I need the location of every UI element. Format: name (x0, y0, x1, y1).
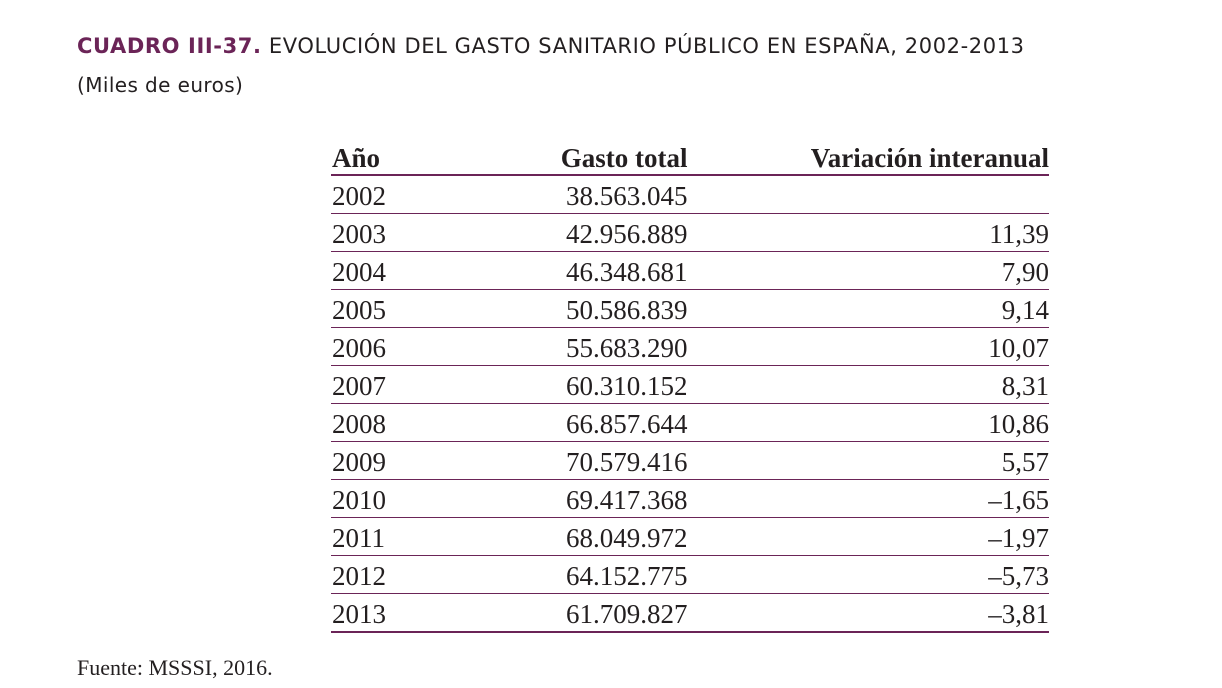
year-cell: 2002 (332, 181, 386, 211)
table-row (331, 594, 1049, 633)
variation-cell: –3,81 (988, 599, 1049, 629)
total-cell: 69.417.368 (566, 485, 688, 515)
table-title-text: EVOLUCIÓN DEL GASTO SANITARIO PÚBLICO EN ESPAÑA, 2002-2013 (268, 34, 1025, 58)
table-row (331, 404, 1049, 442)
total-cell: 38.563.045 (566, 181, 688, 211)
table-row (331, 252, 1049, 290)
header-year: Año (332, 143, 381, 173)
total-cell: 66.857.644 (566, 409, 688, 439)
year-cell: 2009 (332, 447, 386, 477)
table-subtitle: (Miles de euros) (77, 73, 244, 97)
total-cell: 61.709.827 (566, 599, 688, 629)
variation-cell: 8,31 (1001, 371, 1049, 401)
year-cell: 2011 (332, 523, 385, 553)
total-cell: 42.956.889 (566, 219, 688, 249)
table-row (331, 290, 1049, 328)
total-cell: 60.310.152 (566, 371, 688, 401)
expenditure-table (331, 137, 1049, 633)
year-cell: 2003 (332, 219, 386, 249)
table-title (77, 30, 1025, 62)
header-variation: Variación interanual (810, 143, 1049, 173)
variation-cell: 5,57 (1001, 447, 1049, 477)
variation-cell: 9,14 (1001, 295, 1049, 325)
table-row (331, 214, 1049, 252)
header-total: Gasto total (560, 143, 688, 173)
total-cell: 64.152.775 (566, 561, 688, 591)
year-cell: 2007 (332, 371, 386, 401)
year-cell: 2008 (332, 409, 386, 439)
source-note: Fuente: MSSSI, 2016. (77, 655, 273, 680)
table-row (331, 442, 1049, 480)
variation-cell: –1,65 (988, 485, 1049, 515)
table-row (331, 556, 1049, 594)
table-row (331, 366, 1049, 404)
table-body (331, 176, 1049, 633)
variation-cell: –5,73 (988, 561, 1049, 591)
year-cell: 2010 (332, 485, 386, 515)
table-header (331, 137, 1049, 176)
table-code: CUADRO III-37. (77, 34, 262, 58)
year-cell: 2013 (332, 599, 386, 629)
year-cell: 2012 (332, 561, 386, 591)
total-cell: 70.579.416 (566, 447, 688, 477)
total-cell: 55.683.290 (566, 333, 688, 363)
table-row (331, 176, 1049, 214)
year-cell: 2005 (332, 295, 386, 325)
variation-cell: 7,90 (1001, 257, 1049, 287)
total-cell: 46.348.681 (566, 257, 688, 287)
table-row (331, 328, 1049, 366)
variation-cell: 10,86 (988, 409, 1049, 439)
table-caption (77, 30, 1025, 101)
table-row (331, 480, 1049, 518)
total-cell: 68.049.972 (566, 523, 688, 553)
variation-cell: –1,97 (988, 523, 1049, 553)
total-cell: 50.586.839 (566, 295, 688, 325)
variation-cell: 10,07 (988, 333, 1049, 363)
variation-cell: 11,39 (989, 219, 1049, 249)
year-cell: 2006 (332, 333, 386, 363)
table-row (331, 518, 1049, 556)
year-cell: 2004 (332, 257, 386, 287)
